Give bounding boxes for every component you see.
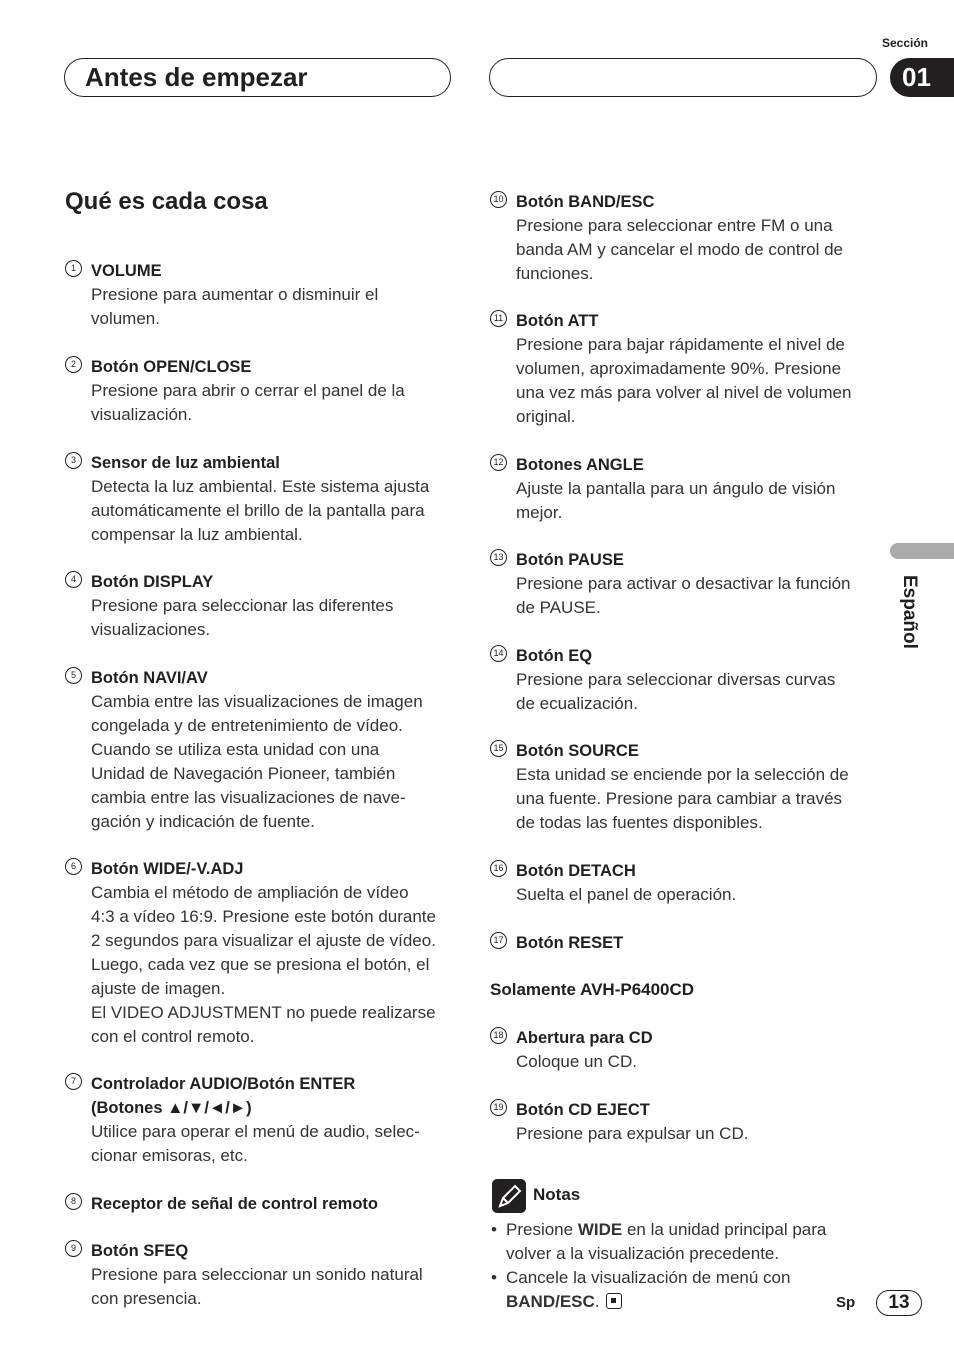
item-title: Botón ATT bbox=[516, 312, 599, 330]
item-text: Coloque un CD. bbox=[516, 1052, 637, 1071]
item-12 bbox=[490, 453, 890, 525]
item-text: Presione para seleccionar las diferentes bbox=[91, 596, 394, 615]
item-9 bbox=[65, 1239, 465, 1311]
item-text: volumen. bbox=[91, 309, 160, 328]
footer-lang: Sp bbox=[836, 1294, 856, 1311]
note-text: en la unidad principal para bbox=[622, 1220, 827, 1239]
note-item: • Cancele la visualización de menú con BAND/ESC. bbox=[491, 1268, 791, 1311]
item-title: Abertura para CD bbox=[516, 1029, 653, 1047]
item-title: Botón CD EJECT bbox=[516, 1101, 650, 1119]
item-7 bbox=[65, 1072, 465, 1168]
item-17 bbox=[490, 931, 890, 955]
notes-title: Notas bbox=[533, 1185, 581, 1204]
item-3 bbox=[65, 451, 465, 547]
item-text: compensar la luz ambiental. bbox=[91, 525, 303, 544]
item-title: Botón SOURCE bbox=[516, 742, 639, 760]
item-text: Cambia el método de ampliación de vídeo bbox=[91, 883, 409, 902]
item-11 bbox=[490, 309, 890, 429]
item-number: 10 bbox=[490, 191, 507, 208]
section-number: 01 bbox=[890, 58, 954, 97]
item-number: 7 bbox=[65, 1073, 82, 1090]
item-text: Presione para expulsar un CD. bbox=[516, 1124, 749, 1143]
note-text: Presione bbox=[506, 1220, 578, 1239]
item-text: visualizaciones. bbox=[91, 620, 211, 639]
item-title: Botones ANGLE bbox=[516, 456, 644, 474]
item-text: Ajuste la pantalla para un ángulo de visión bbox=[516, 479, 836, 498]
item-title: Botón EQ bbox=[516, 647, 593, 665]
item-title: Botón RESET bbox=[516, 934, 624, 952]
item-text: Suelta el panel de operación. bbox=[516, 885, 737, 904]
note-text: . bbox=[594, 1292, 600, 1311]
item-text: Detecta la luz ambiental. Este sistema ajusta bbox=[91, 477, 430, 496]
item-text: Presione para bajar rápidamente el nivel de bbox=[516, 335, 845, 354]
item-title: Controlador AUDIO/Botón ENTER bbox=[91, 1075, 356, 1093]
item-13 bbox=[490, 548, 890, 620]
item-text: Cambia entre las visualizaciones de imagen bbox=[91, 692, 423, 711]
item-title: Botón DISPLAY bbox=[91, 573, 214, 591]
item-text: Luego, cada vez que se presiona el botón, el bbox=[91, 955, 430, 974]
item-title: Botón PAUSE bbox=[516, 551, 624, 569]
item-text: de todas las fuentes disponibles. bbox=[516, 813, 763, 832]
item-4 bbox=[65, 570, 465, 642]
item-number: 6 bbox=[65, 858, 82, 875]
item-title: Botón WIDE/-V.ADJ bbox=[91, 860, 244, 878]
item-number: 13 bbox=[490, 549, 507, 566]
item-18 bbox=[490, 1026, 890, 1074]
item-text: Presione para seleccionar entre FM o una bbox=[516, 216, 833, 235]
item-title-2: (Botones ▲/▼/◄/►) bbox=[91, 1099, 252, 1117]
item-number: 11 bbox=[490, 310, 507, 327]
item-19 bbox=[490, 1098, 890, 1146]
item-text: automáticamente el brillo de la pantalla para bbox=[91, 501, 425, 520]
item-15 bbox=[490, 739, 890, 835]
item-text: Utilice para operar el menú de audio, selec- bbox=[91, 1122, 420, 1141]
item-text: volumen, aproximadamente 90%. Presione bbox=[516, 359, 842, 378]
item-number: 16 bbox=[490, 860, 507, 877]
item-text: original. bbox=[516, 407, 576, 426]
item-title: Botón NAVI/AV bbox=[91, 669, 208, 687]
item-text: de ecualización. bbox=[516, 694, 638, 713]
language-tab bbox=[890, 543, 954, 559]
section-label: Sección bbox=[881, 36, 928, 50]
language-label: Español bbox=[899, 575, 920, 649]
item-text: Presione para seleccionar un sonido natural bbox=[91, 1265, 423, 1284]
note-bold: WIDE bbox=[577, 1220, 623, 1239]
item-text: Presione para seleccionar diversas curvas bbox=[516, 670, 836, 689]
item-2 bbox=[65, 355, 465, 427]
item-14 bbox=[490, 644, 890, 716]
item-number: 8 bbox=[65, 1193, 82, 1210]
item-title: Botón DETACH bbox=[516, 862, 636, 880]
item-text: Presione para abrir o cerrar el panel de la bbox=[91, 381, 405, 400]
item-text: congelada y de entretenimiento de vídeo. bbox=[91, 716, 403, 735]
note-text: volver a la visualización precedente. bbox=[506, 1244, 780, 1263]
page-number: 13 bbox=[876, 1290, 922, 1316]
item-number: 5 bbox=[65, 667, 82, 684]
item-1 bbox=[65, 259, 465, 331]
section-heading: Qué es cada cosa bbox=[65, 188, 268, 215]
item-number: 1 bbox=[65, 260, 82, 277]
item-text: 2 segundos para visualizar el ajuste de vídeo. bbox=[91, 931, 436, 950]
item-10 bbox=[490, 190, 890, 286]
end-mark-icon bbox=[606, 1293, 622, 1309]
item-text: una vez más para volver al nivel de volumen bbox=[516, 383, 852, 402]
item-title: Sensor de luz ambiental bbox=[91, 454, 280, 472]
header-empty-box bbox=[489, 58, 877, 97]
item-text: funciones. bbox=[516, 264, 594, 283]
item-text: mejor. bbox=[516, 503, 563, 522]
item-text: cambia entre las visualizaciones de nave- bbox=[91, 788, 406, 807]
header-title-box bbox=[64, 58, 451, 97]
item-text: ajuste de imagen. bbox=[91, 979, 226, 998]
item-text: Unidad de Navegación Pioneer, también bbox=[91, 764, 396, 783]
item-number: 17 bbox=[490, 932, 507, 949]
item-number: 3 bbox=[65, 452, 82, 469]
item-8 bbox=[65, 1192, 465, 1216]
page-header-title: Antes de empezar bbox=[85, 62, 308, 92]
item-title: VOLUME bbox=[91, 262, 162, 280]
item-number: 15 bbox=[490, 740, 507, 757]
item-6 bbox=[65, 857, 465, 1049]
item-number: 19 bbox=[490, 1099, 507, 1116]
pencil-icon bbox=[492, 1179, 526, 1213]
note-text: Cancele la visualización de menú con bbox=[506, 1268, 791, 1287]
item-text: con presencia. bbox=[91, 1289, 202, 1308]
item-text: visualización. bbox=[91, 405, 193, 424]
item-text: gación y indicación de fuente. bbox=[91, 812, 315, 831]
item-title: Botón OPEN/CLOSE bbox=[91, 358, 252, 376]
item-text: cionar emisoras, etc. bbox=[91, 1146, 248, 1165]
item-5 bbox=[65, 666, 465, 834]
item-number: 4 bbox=[65, 571, 82, 588]
note-item: • Presione WIDE en la unidad principal para volver a la visualización precedente. bbox=[491, 1218, 826, 1266]
item-text: con el control remoto. bbox=[91, 1027, 255, 1046]
item-text: El VIDEO ADJUSTMENT no puede realizarse bbox=[91, 1003, 436, 1022]
item-number: 12 bbox=[490, 454, 507, 471]
item-title: Botón SFEQ bbox=[91, 1242, 189, 1260]
item-title: Receptor de señal de control remoto bbox=[91, 1195, 378, 1213]
item-text: Presione para activar o desactivar la función bbox=[516, 574, 851, 593]
item-title: Botón BAND/ESC bbox=[516, 193, 655, 211]
item-number: 14 bbox=[490, 645, 507, 662]
item-number: 18 bbox=[490, 1027, 507, 1044]
item-text: Cuando se utiliza esta unidad con una bbox=[91, 740, 380, 759]
item-text: Esta unidad se enciende por la selección de bbox=[516, 765, 849, 784]
item-text: de PAUSE. bbox=[516, 598, 601, 617]
item-number: 9 bbox=[65, 1240, 82, 1257]
item-text: Presione para aumentar o disminuir el bbox=[91, 285, 379, 304]
item-text: una fuente. Presione para cambiar a través bbox=[516, 789, 843, 808]
subheading: Solamente AVH-P6400CD bbox=[490, 980, 695, 999]
item-text: 4:3 a vídeo 16:9. Presione este botón durante bbox=[91, 907, 436, 926]
item-number: 2 bbox=[65, 356, 82, 373]
item-16 bbox=[490, 859, 890, 907]
item-text: banda AM y cancelar el modo de control de bbox=[516, 240, 843, 259]
note-bold: BAND/ESC bbox=[506, 1292, 595, 1311]
